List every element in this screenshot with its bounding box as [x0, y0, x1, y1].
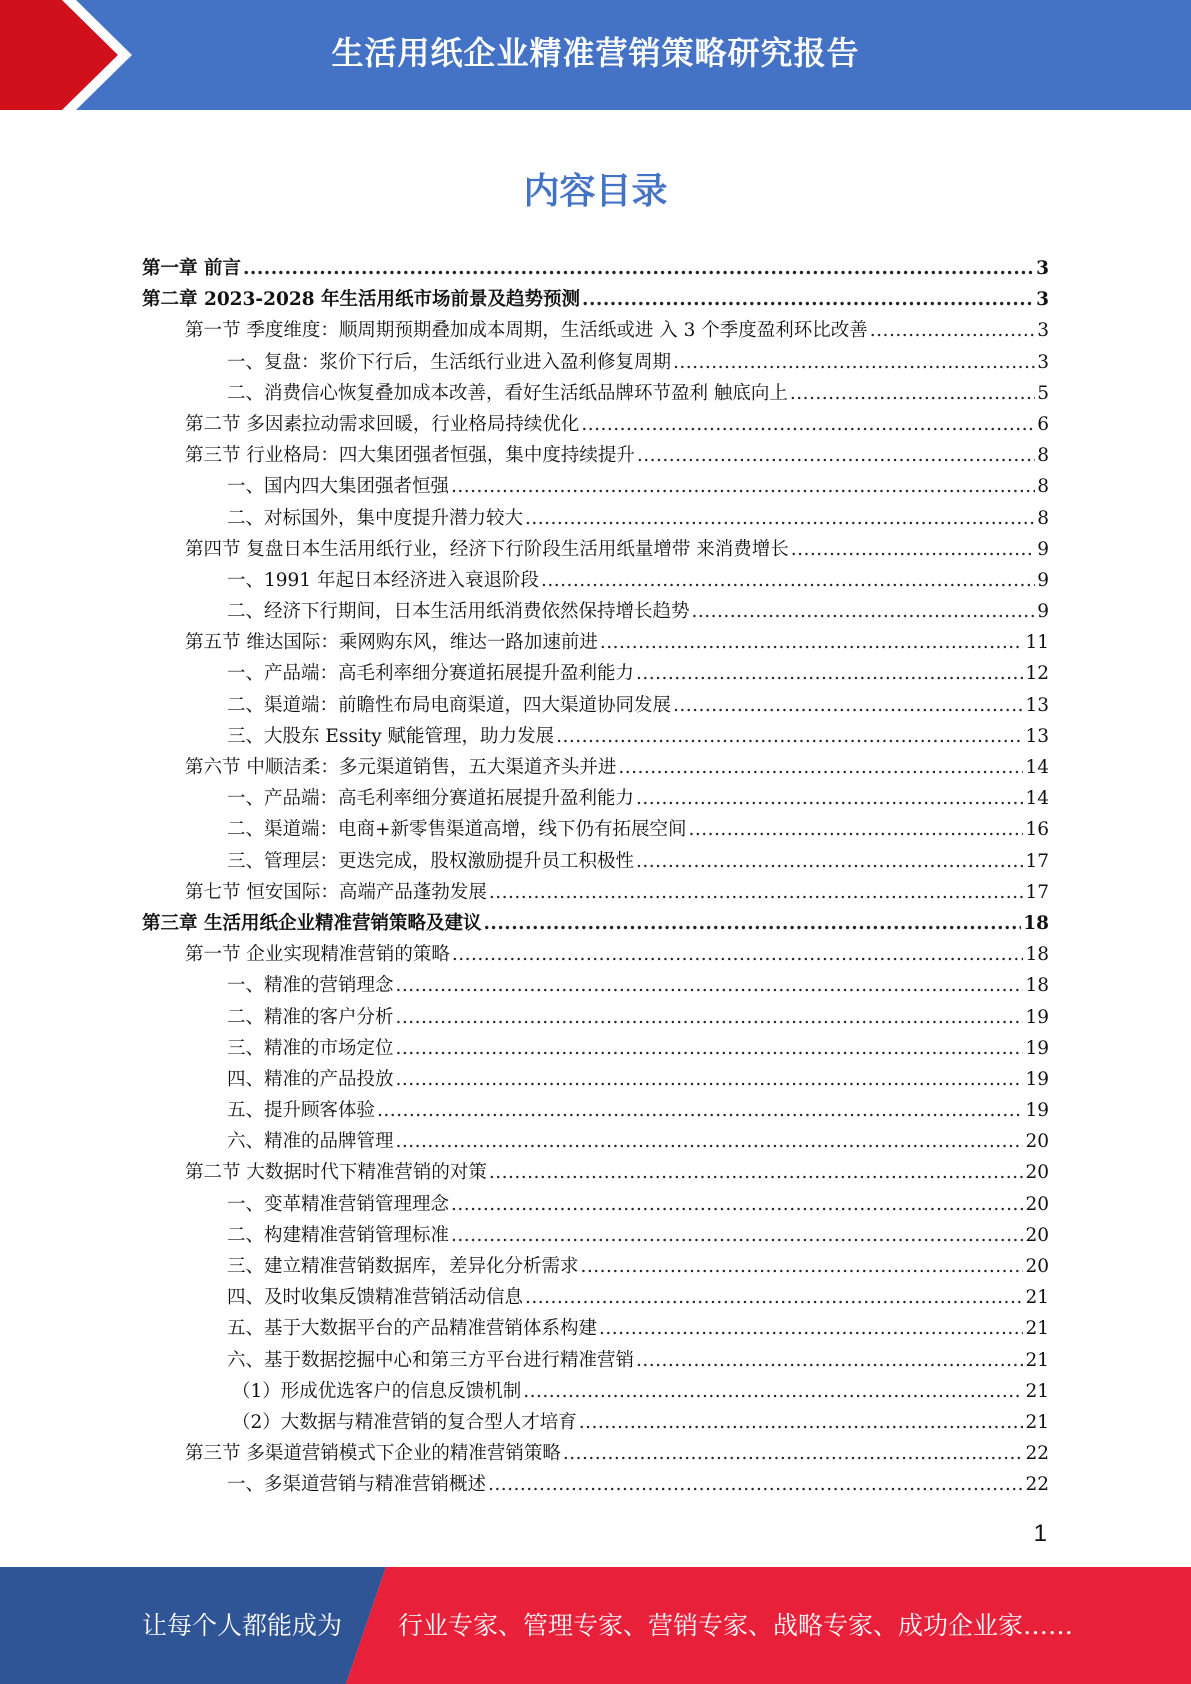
- toc-entry-title: 二、构建精准营销管理标准: [227, 1224, 450, 1246]
- toc-entry-page: 3: [1037, 351, 1049, 373]
- toc-dot-leader: [582, 289, 1034, 310]
- toc-entry-title: 二、渠道端：前瞻性布局电商渠道，四大渠道协同发展: [227, 694, 672, 716]
- toc-entry-title: 六、基于数据挖掘中心和第三方平台进行精准营销: [227, 1349, 635, 1371]
- toc-dot-leader: [579, 1412, 1024, 1433]
- toc-dot-leader: [488, 1474, 1023, 1495]
- toc-entry-title: 二、对标国外，集中度提升潜力较大: [227, 507, 524, 529]
- toc-dot-leader: [673, 695, 1023, 716]
- toc-entry[interactable]: [142, 504, 1049, 535]
- toc-dot-leader: [581, 414, 1035, 435]
- toc-entry[interactable]: [142, 1439, 1049, 1470]
- toc-dot-leader: [396, 1038, 1024, 1059]
- toc-entry[interactable]: [142, 659, 1049, 690]
- toc-dot-leader: [523, 1381, 1023, 1402]
- toc-entry[interactable]: [142, 1065, 1049, 1096]
- toc-entry-title: 第三节 行业格局：四大集团强者恒强，集中度持续提升: [185, 445, 635, 467]
- footer-band: [0, 1567, 1191, 1684]
- toc-entry-page: 8: [1037, 507, 1049, 529]
- toc-entry-page: 17: [1025, 881, 1049, 903]
- toc-entry-page: 20: [1025, 1256, 1049, 1277]
- toc-dot-leader: [790, 383, 1035, 404]
- toc-entry-page: 22: [1025, 1443, 1049, 1465]
- toc-dot-leader: [563, 1443, 1024, 1464]
- toc-entry-page: 3: [1036, 289, 1049, 311]
- toc-entry-title: 一、产品端：高毛利率细分赛道拓展提升盈利能力: [227, 788, 635, 810]
- toc-entry[interactable]: [142, 472, 1049, 503]
- toc-dot-leader: [451, 476, 1035, 497]
- toc-dot-leader: [483, 913, 1021, 934]
- toc-entry-title: （2）大数据与精准营销的复合型人才培育: [232, 1411, 577, 1433]
- toc-entry-page: 9: [1037, 569, 1049, 591]
- toc-dot-leader: [525, 1287, 1023, 1308]
- toc-entry-page: 3: [1036, 258, 1049, 279]
- toc-entry-page: 16: [1025, 819, 1049, 841]
- toc-entry-title: （1）形成优选客户的信息反馈机制: [232, 1380, 522, 1402]
- toc-entry-page: 14: [1025, 757, 1049, 778]
- toc-dot-leader: [396, 1131, 1024, 1152]
- toc-entry-page: 20: [1025, 1162, 1049, 1184]
- toc-entry[interactable]: [142, 847, 1049, 878]
- toc-dot-leader: [692, 601, 1036, 622]
- report-title: 生活用纸企业精准营销策略研究报告: [331, 34, 860, 72]
- toc-entry-title: 第一节 季度维度：顺周期预期叠加成本周期，生活纸或进 入 3 个季度盈利环比改善: [185, 320, 868, 342]
- toc-entry-page: 8: [1037, 476, 1049, 498]
- toc-dot-leader: [581, 1256, 1024, 1277]
- toc-dot-leader: [396, 1007, 1024, 1028]
- toc-entry-title: 三、建立精准营销数据库，差异化分析需求: [227, 1256, 579, 1277]
- toc-entry-page: 14: [1025, 788, 1049, 810]
- toc-entry-page: 9: [1037, 601, 1049, 623]
- footer-slogan-left: 让每个人都能成为: [142, 1611, 343, 1640]
- toc-entry-page: 20: [1025, 1131, 1049, 1153]
- toc-entry[interactable]: [142, 909, 1049, 940]
- toc-entry-page: 13: [1025, 725, 1049, 747]
- toc-entry-page: 12: [1025, 663, 1049, 685]
- toc-dot-leader: [451, 1194, 1023, 1215]
- toc-entry-page: 21: [1025, 1411, 1049, 1433]
- toc-entry-title: 一、复盘：浆价下行后，生活纸行业进入盈利修复周期: [227, 351, 672, 373]
- toc-entry-page: 20: [1025, 1224, 1049, 1246]
- toc-dot-leader: [377, 1100, 1023, 1121]
- toc-entry[interactable]: [142, 1158, 1049, 1189]
- toc-entry-page: 19: [1025, 1100, 1049, 1122]
- toc-entry[interactable]: [142, 691, 1049, 722]
- toc-entry[interactable]: [142, 1221, 1049, 1252]
- toc-dot-leader: [541, 570, 1035, 591]
- toc-entry-page: 18: [1023, 912, 1049, 934]
- toc-entry[interactable]: [142, 316, 1049, 347]
- page-number: 1: [1033, 1520, 1047, 1547]
- table-of-contents: [142, 254, 1049, 1502]
- toc-entry-title: 一、1991 年起日本经济进入衰退阶段: [227, 569, 539, 591]
- toc-entry[interactable]: [142, 1283, 1049, 1314]
- header-chevron-decoration: [0, 0, 150, 110]
- toc-entry[interactable]: [142, 254, 1049, 285]
- toc-entry-page: 19: [1025, 1006, 1049, 1028]
- toc-entry-title: 二、消费信心恢复叠加成本改善，看好生活纸品牌环节盈利 触底向上: [227, 382, 788, 404]
- toc-entry-title: 一、多渠道营销与精准营销概述: [227, 1474, 487, 1496]
- toc-entry[interactable]: [142, 815, 1049, 846]
- toc-entry[interactable]: [142, 597, 1049, 628]
- toc-dot-leader: [489, 1162, 1024, 1183]
- toc-entry-page: 22: [1025, 1474, 1049, 1496]
- toc-dot-leader: [525, 508, 1035, 529]
- toc-entry-title: 六、精准的品牌管理: [227, 1131, 394, 1153]
- toc-entry-page: 21: [1025, 1349, 1049, 1371]
- toc-entry-title: 四、及时收集反馈精准营销活动信息: [227, 1287, 524, 1309]
- toc-entry-page: 19: [1025, 1068, 1049, 1090]
- toc-dot-leader: [489, 882, 1024, 903]
- toc-entry-title: 一、产品端：高毛利率细分赛道拓展提升盈利能力: [227, 663, 635, 685]
- toc-dot-leader: [870, 320, 1035, 341]
- toc-entry[interactable]: [142, 1377, 1049, 1408]
- toc-entry-page: 13: [1025, 694, 1049, 716]
- toc-entry[interactable]: [142, 410, 1049, 441]
- toc-entry-title: 第二节 多因素拉动需求回暖，行业格局持续优化: [185, 413, 580, 435]
- toc-dot-leader: [600, 632, 1024, 653]
- toc-dot-leader: [673, 352, 1035, 373]
- toc-entry-page: 3: [1037, 320, 1049, 342]
- toc-entry-title: 第四节 复盘日本生活用纸行业，经济下行阶段生活用纸量增带 来消费增长: [185, 538, 789, 560]
- toc-entry-title: 二、渠道端：电商+新零售渠道高增，线下仍有拓展空间: [227, 819, 687, 841]
- toc-entry[interactable]: [142, 1252, 1049, 1283]
- toc-entry-page: 20: [1025, 1193, 1049, 1215]
- toc-entry[interactable]: [142, 1470, 1049, 1501]
- toc-entry[interactable]: [142, 348, 1049, 379]
- toc-entry[interactable]: [142, 1096, 1049, 1127]
- toc-entry-title: 五、提升顾客体验: [227, 1100, 376, 1122]
- toc-entry-title: 第一章 前言: [142, 258, 241, 279]
- toc-entry-title: 二、经济下行期间，日本生活用纸消费依然保持增长趋势: [227, 601, 690, 623]
- toc-entry[interactable]: [142, 1127, 1049, 1158]
- toc-entry-title: 第六节 中顺洁柔：多元渠道销售，五大渠道齐头并进: [185, 757, 617, 778]
- toc-entry[interactable]: [142, 971, 1049, 1002]
- toc-dot-leader: [636, 663, 1023, 684]
- toc-entry[interactable]: [142, 628, 1049, 659]
- toc-entry[interactable]: [142, 753, 1049, 784]
- toc-entry[interactable]: [142, 1003, 1049, 1034]
- toc-entry[interactable]: [142, 441, 1049, 472]
- toc-dot-leader: [243, 258, 1034, 279]
- toc-entry-page: 19: [1025, 1037, 1049, 1059]
- toc-entry-page: 11: [1025, 632, 1049, 654]
- toc-entry-title: 一、国内四大集团强者恒强: [227, 476, 450, 498]
- toc-entry-title: 五、基于大数据平台的产品精准营销体系构建: [227, 1318, 598, 1340]
- toc-entry-title: 第五节 维达国际：乘网购东风，维达一路加速前进: [185, 632, 598, 654]
- toc-entry-page: 5: [1037, 382, 1049, 404]
- toc-entry-title: 二、精准的客户分析: [227, 1006, 394, 1028]
- toc-entry-title: 第一节 企业实现精准营销的策略: [185, 944, 450, 966]
- toc-entry[interactable]: [142, 878, 1049, 909]
- toc-entry[interactable]: [142, 940, 1049, 971]
- toc-entry-page: 21: [1025, 1380, 1049, 1402]
- toc-dot-leader: [636, 1350, 1023, 1371]
- toc-entry-page: 18: [1025, 944, 1049, 966]
- toc-dot-leader: [599, 1318, 1023, 1339]
- toc-dot-leader: [452, 944, 1024, 965]
- toc-entry[interactable]: [142, 1190, 1049, 1221]
- toc-entry-page: 6: [1037, 413, 1049, 435]
- toc-entry-title: 第二章 2023-2028 年生活用纸市场前景及趋势预测: [142, 289, 581, 311]
- toc-entry-title: 一、精准的营销理念: [227, 975, 394, 997]
- toc-entry[interactable]: [142, 722, 1049, 753]
- toc-entry[interactable]: [142, 1346, 1049, 1377]
- toc-entry[interactable]: [142, 379, 1049, 410]
- toc-entry-title: 一、变革精准营销管理理念: [227, 1193, 450, 1215]
- toc-dot-leader: [396, 975, 1024, 996]
- footer-slogan-right: 行业专家、管理专家、营销专家、战略专家、成功企业家……: [398, 1611, 1074, 1640]
- toc-entry-title: 第七节 恒安国际：高端产品蓬勃发展: [185, 881, 487, 903]
- toc-dot-leader: [636, 851, 1023, 872]
- toc-entry[interactable]: [142, 285, 1049, 316]
- toc-entry[interactable]: [142, 566, 1049, 597]
- toc-entry-page: 17: [1025, 850, 1049, 872]
- toc-entry[interactable]: [142, 1408, 1049, 1439]
- toc-entry-title: 第三章 生活用纸企业精准营销策略及建议: [142, 912, 482, 934]
- toc-dot-leader: [396, 1069, 1024, 1090]
- toc-entry-title: 三、精准的市场定位: [227, 1037, 394, 1059]
- toc-dot-leader: [636, 788, 1023, 809]
- toc-heading: 内容目录: [523, 171, 668, 212]
- toc-entry-title: 三、管理层：更迭完成，股权激励提升员工积极性: [227, 850, 635, 872]
- toc-entry-page: 8: [1037, 445, 1049, 467]
- toc-dot-leader: [618, 757, 1023, 778]
- toc-entry-title: 四、精准的产品投放: [227, 1068, 394, 1090]
- toc-dot-leader: [689, 819, 1024, 840]
- toc-entry-page: 9: [1037, 538, 1049, 560]
- toc-entry[interactable]: [142, 1034, 1049, 1065]
- toc-entry-title: 三、大股东 Essity 赋能管理，助力发展: [227, 725, 555, 747]
- toc-dot-leader: [791, 539, 1035, 560]
- toc-entry-title: 第三节 多渠道营销模式下企业的精准营销策略: [185, 1443, 561, 1465]
- toc-entry-page: 18: [1025, 975, 1049, 997]
- header-band: [0, 0, 1191, 110]
- toc-dot-leader: [556, 726, 1023, 747]
- toc-entry-title: 第二节 大数据时代下精准营销的对策: [185, 1162, 487, 1184]
- toc-dot-leader: [451, 1225, 1023, 1246]
- toc-entry[interactable]: [142, 1314, 1049, 1345]
- toc-dot-leader: [637, 445, 1035, 466]
- toc-entry-page: 21: [1025, 1287, 1049, 1309]
- toc-entry[interactable]: [142, 784, 1049, 815]
- toc-entry[interactable]: [142, 535, 1049, 566]
- toc-entry-page: 21: [1025, 1318, 1049, 1340]
